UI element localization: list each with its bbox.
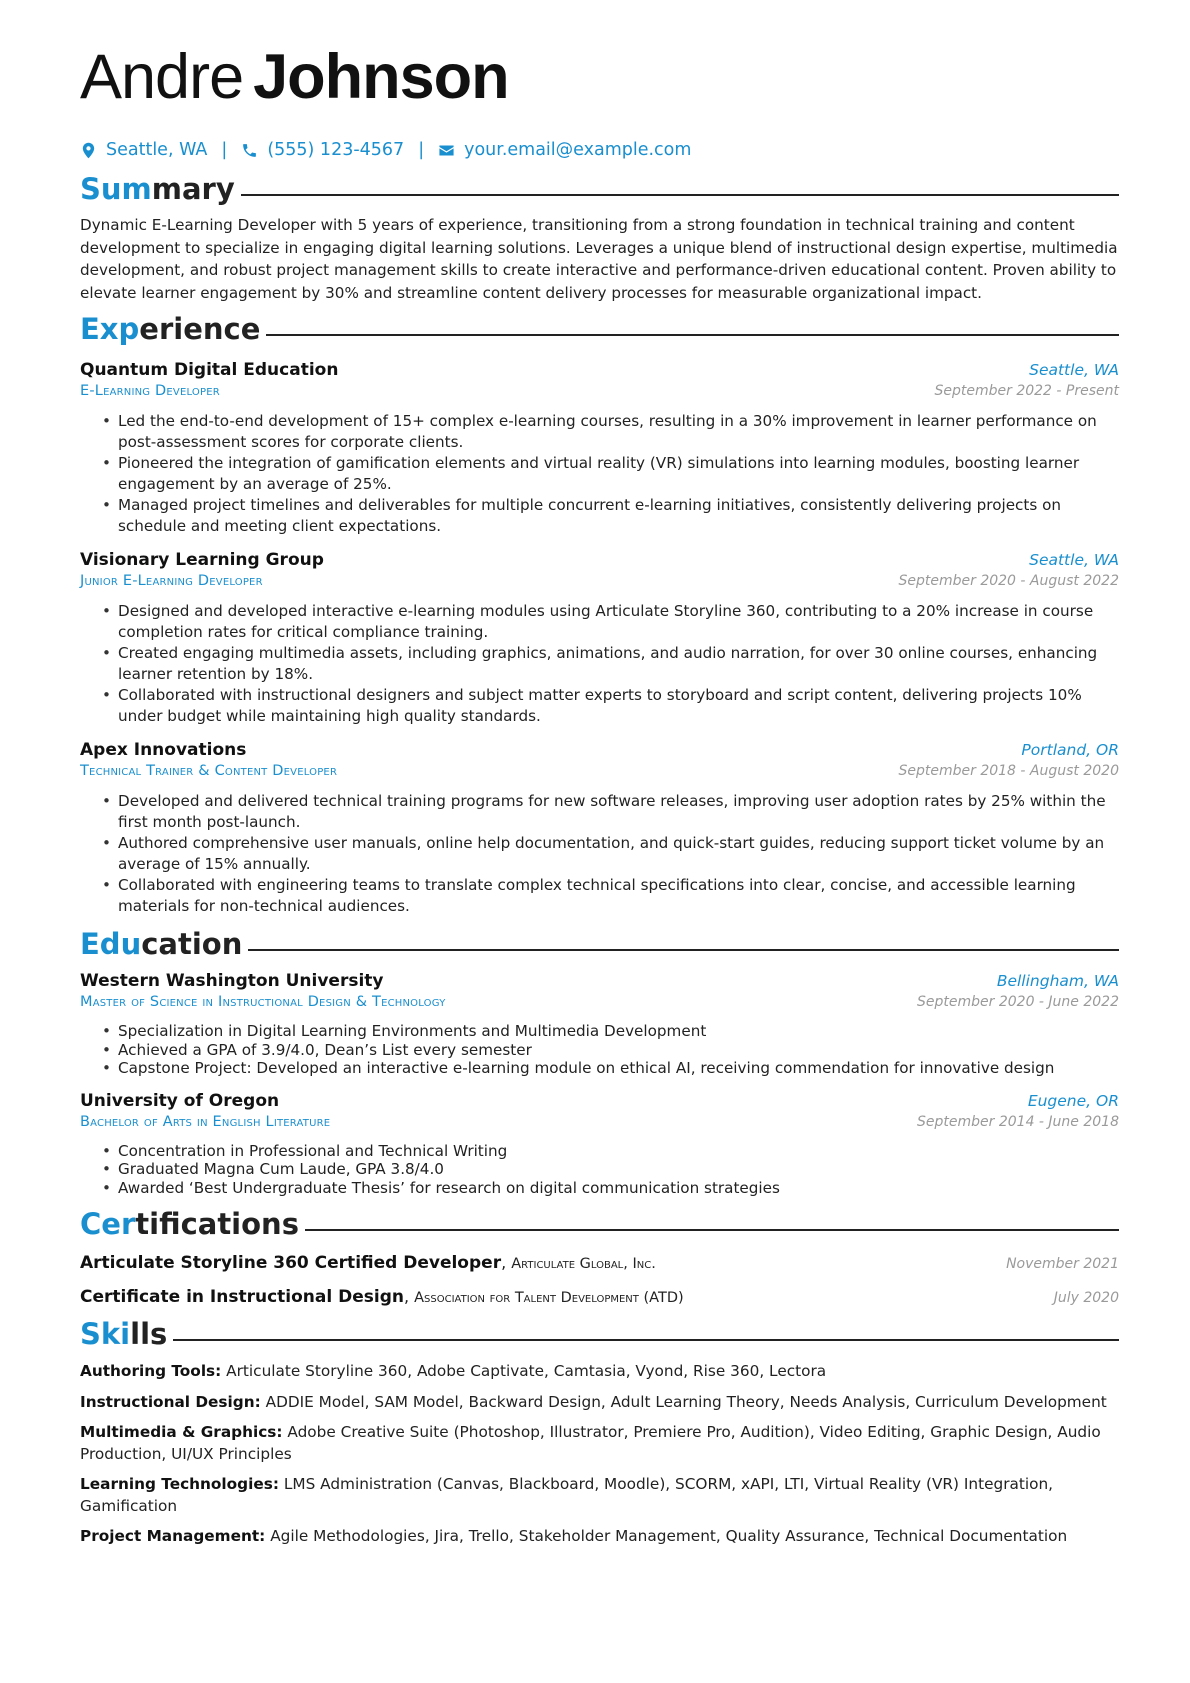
certification-name: Articulate Storyline 360 Certified Developer — [80, 1253, 502, 1273]
job-bullets — [80, 411, 1119, 537]
skill-category: Authoring Tools: — [80, 1362, 222, 1380]
list-item: • Pioneered the integration of gamification elements and virtual reality (VR) simulations into learning modules, boosting learner engagement by an average of 25%. — [102, 453, 1119, 495]
map-pin-icon — [80, 142, 97, 159]
skill-values: Adobe Creative Suite (Photoshop, Illustrator, Premiere Pro, Audition), Video Editing, Graphic Design, Audio Production, UI/UX Principles — [80, 1423, 1101, 1463]
certification-entry: Certificate in Instructional Design, Association for Talent Development (ATD) July 2020 — [80, 1287, 1119, 1307]
job-title: Technical Trainer & Content Developer — [80, 763, 338, 779]
skill-row — [80, 1361, 1119, 1383]
skill-category: Instructional Design: — [80, 1392, 261, 1411]
list-item: • Collaborated with instructional designers and subject matter experts to storyboard and script content, delivering projects 10% under budget while maintaining high quality standards. — [102, 685, 1119, 727]
contact-separator: | — [418, 140, 425, 160]
phone-text: (555) 123-4567 — [267, 140, 405, 160]
skill-category: Multimedia & Graphics: — [80, 1423, 283, 1441]
education-entry — [80, 1091, 1119, 1198]
job-location: Portland, OR — [1021, 741, 1119, 759]
experience-entry — [80, 360, 1119, 537]
email-link[interactable]: your.email@example.com — [464, 140, 692, 160]
skill-row — [80, 1526, 1119, 1548]
skills-heading: Skills — [80, 1317, 1119, 1351]
experience-entry — [80, 550, 1119, 727]
skill-row — [80, 1392, 1119, 1414]
certification-date: July 2020 — [1053, 1290, 1119, 1306]
job-title: E-Learning Developer — [80, 383, 220, 399]
company-name: Apex Innovations — [80, 740, 247, 760]
certification-entry: Articulate Storyline 360 Certified Developer, Articulate Global, Inc. November 2021 — [80, 1253, 1119, 1273]
last-name: Johnson — [253, 42, 509, 112]
job-bullets — [80, 791, 1119, 917]
section-rule — [248, 949, 1119, 951]
school-name: University of Oregon — [80, 1090, 280, 1111]
certification-issuer: Articulate Global, Inc. — [511, 1256, 656, 1272]
experience-heading: Experience — [80, 312, 1119, 346]
candidate-name — [80, 40, 1119, 114]
section-rule — [173, 1339, 1119, 1341]
company-name: Visionary Learning Group — [80, 550, 324, 570]
education-bullets — [80, 1022, 1119, 1078]
certifications-heading: Certifications — [80, 1207, 1119, 1241]
school-name: Western Washington University — [80, 971, 384, 991]
list-item: • Created engaging multimedia assets, including graphics, animations, and audio narration, for over 30 online courses, enhancing learner retention by 18%. — [102, 643, 1119, 685]
job-location: Seattle, WA — [1029, 551, 1119, 569]
contact-phone — [241, 140, 404, 160]
list-item: • Capstone Project: Developed an interactive e-learning module on ethical AI, receiving commendation for innovative design — [102, 1059, 1119, 1078]
list-item: • Awarded ‘Best Undergraduate Thesis’ for research on digital communication strategies — [102, 1179, 1119, 1198]
contact-separator: | — [221, 140, 228, 160]
job-dates: September 2020 - August 2022 — [898, 573, 1119, 589]
contact-location — [80, 140, 207, 160]
skill-category: Project Management: — [80, 1527, 266, 1545]
school-location: Bellingham, WA — [996, 972, 1119, 990]
education-bullets — [80, 1142, 1119, 1198]
list-item: • Developed and delivered technical training programs for new software releases, improving user adoption rates by 25% within the first month post-launch. — [102, 791, 1119, 833]
section-rule — [305, 1229, 1119, 1231]
list-item: • Specialization in Digital Learning Environments and Multimedia Development — [102, 1022, 1119, 1041]
contact-bar — [80, 140, 1119, 160]
list-item: • Managed project timelines and deliverables for multiple concurrent e-learning initiatives, consistently delivering projects on schedule and meeting client expectations. — [102, 495, 1119, 537]
degree: Master of Science in Instructional Design & Technology — [80, 994, 446, 1010]
skill-row — [80, 1474, 1119, 1517]
section-rule — [266, 334, 1119, 336]
job-title: Junior E-Learning Developer — [80, 573, 263, 589]
job-location: Seattle, WA — [1029, 361, 1119, 379]
school-dates: September 2020 - June 2022 — [917, 994, 1119, 1010]
phone-icon — [241, 142, 258, 159]
job-dates: September 2018 - August 2020 — [898, 763, 1119, 779]
school-location: Eugene, OR — [1027, 1091, 1119, 1110]
skills-list — [80, 1361, 1119, 1548]
education-entry — [80, 971, 1119, 1078]
summary-text: Dynamic E-Learning Developer with 5 years of experience, transitioning from a strong foundation in technical training and content development to specialize in engaging digital learning solutions. Leverages a unique blend of instructional design expertise, multimedia development, and robust project management skills to create interactive and performance-driven educational content. Proven ability to elevate learner engagement by 30% and streamline content delivery processes for measurable organizational impact. — [80, 216, 1118, 302]
skill-values: Articulate Storyline 360, Adobe Captivate, Camtasia, Vyond, Rise 360, Lectora — [226, 1362, 827, 1380]
company-name: Quantum Digital Education — [80, 360, 339, 380]
section-rule — [241, 194, 1119, 196]
skill-category: Learning Technologies: — [80, 1475, 279, 1493]
list-item: • Collaborated with engineering teams to translate complex technical specifications into clear, concise, and accessible learning materials for non-technical audiences. — [102, 875, 1119, 917]
certification-name: Certificate in Instructional Design — [80, 1287, 404, 1307]
degree: Bachelor of Arts in English Literature — [80, 1113, 331, 1130]
list-item: • Led the end-to-end development of 15+ complex e-learning courses, resulting in a 30% improvement in learner performance on post-assessment scores for corporate clients. — [102, 411, 1119, 453]
certification-issuer: Association for Talent Development (ATD) — [414, 1290, 684, 1306]
job-bullets — [80, 601, 1119, 727]
envelope-icon — [438, 142, 455, 159]
skill-values: ADDIE Model, SAM Model, Backward Design, Adult Learning Theory, Needs Analysis, Curriculum Development — [265, 1392, 1107, 1411]
experience-entry — [80, 740, 1119, 917]
education-heading: Education — [80, 927, 1119, 961]
list-item: • Achieved a GPA of 3.9/4.0, Dean’s List every semester — [102, 1041, 1119, 1060]
contact-email — [438, 140, 691, 160]
certification-date: November 2021 — [1006, 1256, 1119, 1272]
skill-row — [80, 1422, 1119, 1465]
skill-values: LMS Administration (Canvas, Blackboard, Moodle), SCORM, xAPI, LTI, Virtual Reality (VR) Integration, Gamification — [80, 1475, 1054, 1515]
list-item: • Designed and developed interactive e-learning modules using Articulate Storyline 360, contributing to a 20% increase in course completion rates for critical compliance training. — [102, 601, 1119, 643]
skill-values: Agile Methodologies, Jira, Trello, Stakeholder Management, Quality Assurance, Technical Documentation — [270, 1527, 1068, 1545]
list-item: • Authored comprehensive user manuals, online help documentation, and quick-start guides, reducing support ticket volume by an average of 15% annually. — [102, 833, 1119, 875]
list-item: • Concentration in Professional and Technical Writing — [102, 1142, 1119, 1161]
list-item: • Graduated Magna Cum Laude, GPA 3.8/4.0 — [102, 1160, 1119, 1179]
job-dates: September 2022 - Present — [934, 383, 1119, 399]
location-text: Seattle, WA — [106, 140, 208, 160]
school-dates: September 2014 - June 2018 — [917, 1113, 1119, 1130]
first-name: Andre — [80, 42, 244, 112]
summary-heading: Summary — [80, 172, 1119, 206]
